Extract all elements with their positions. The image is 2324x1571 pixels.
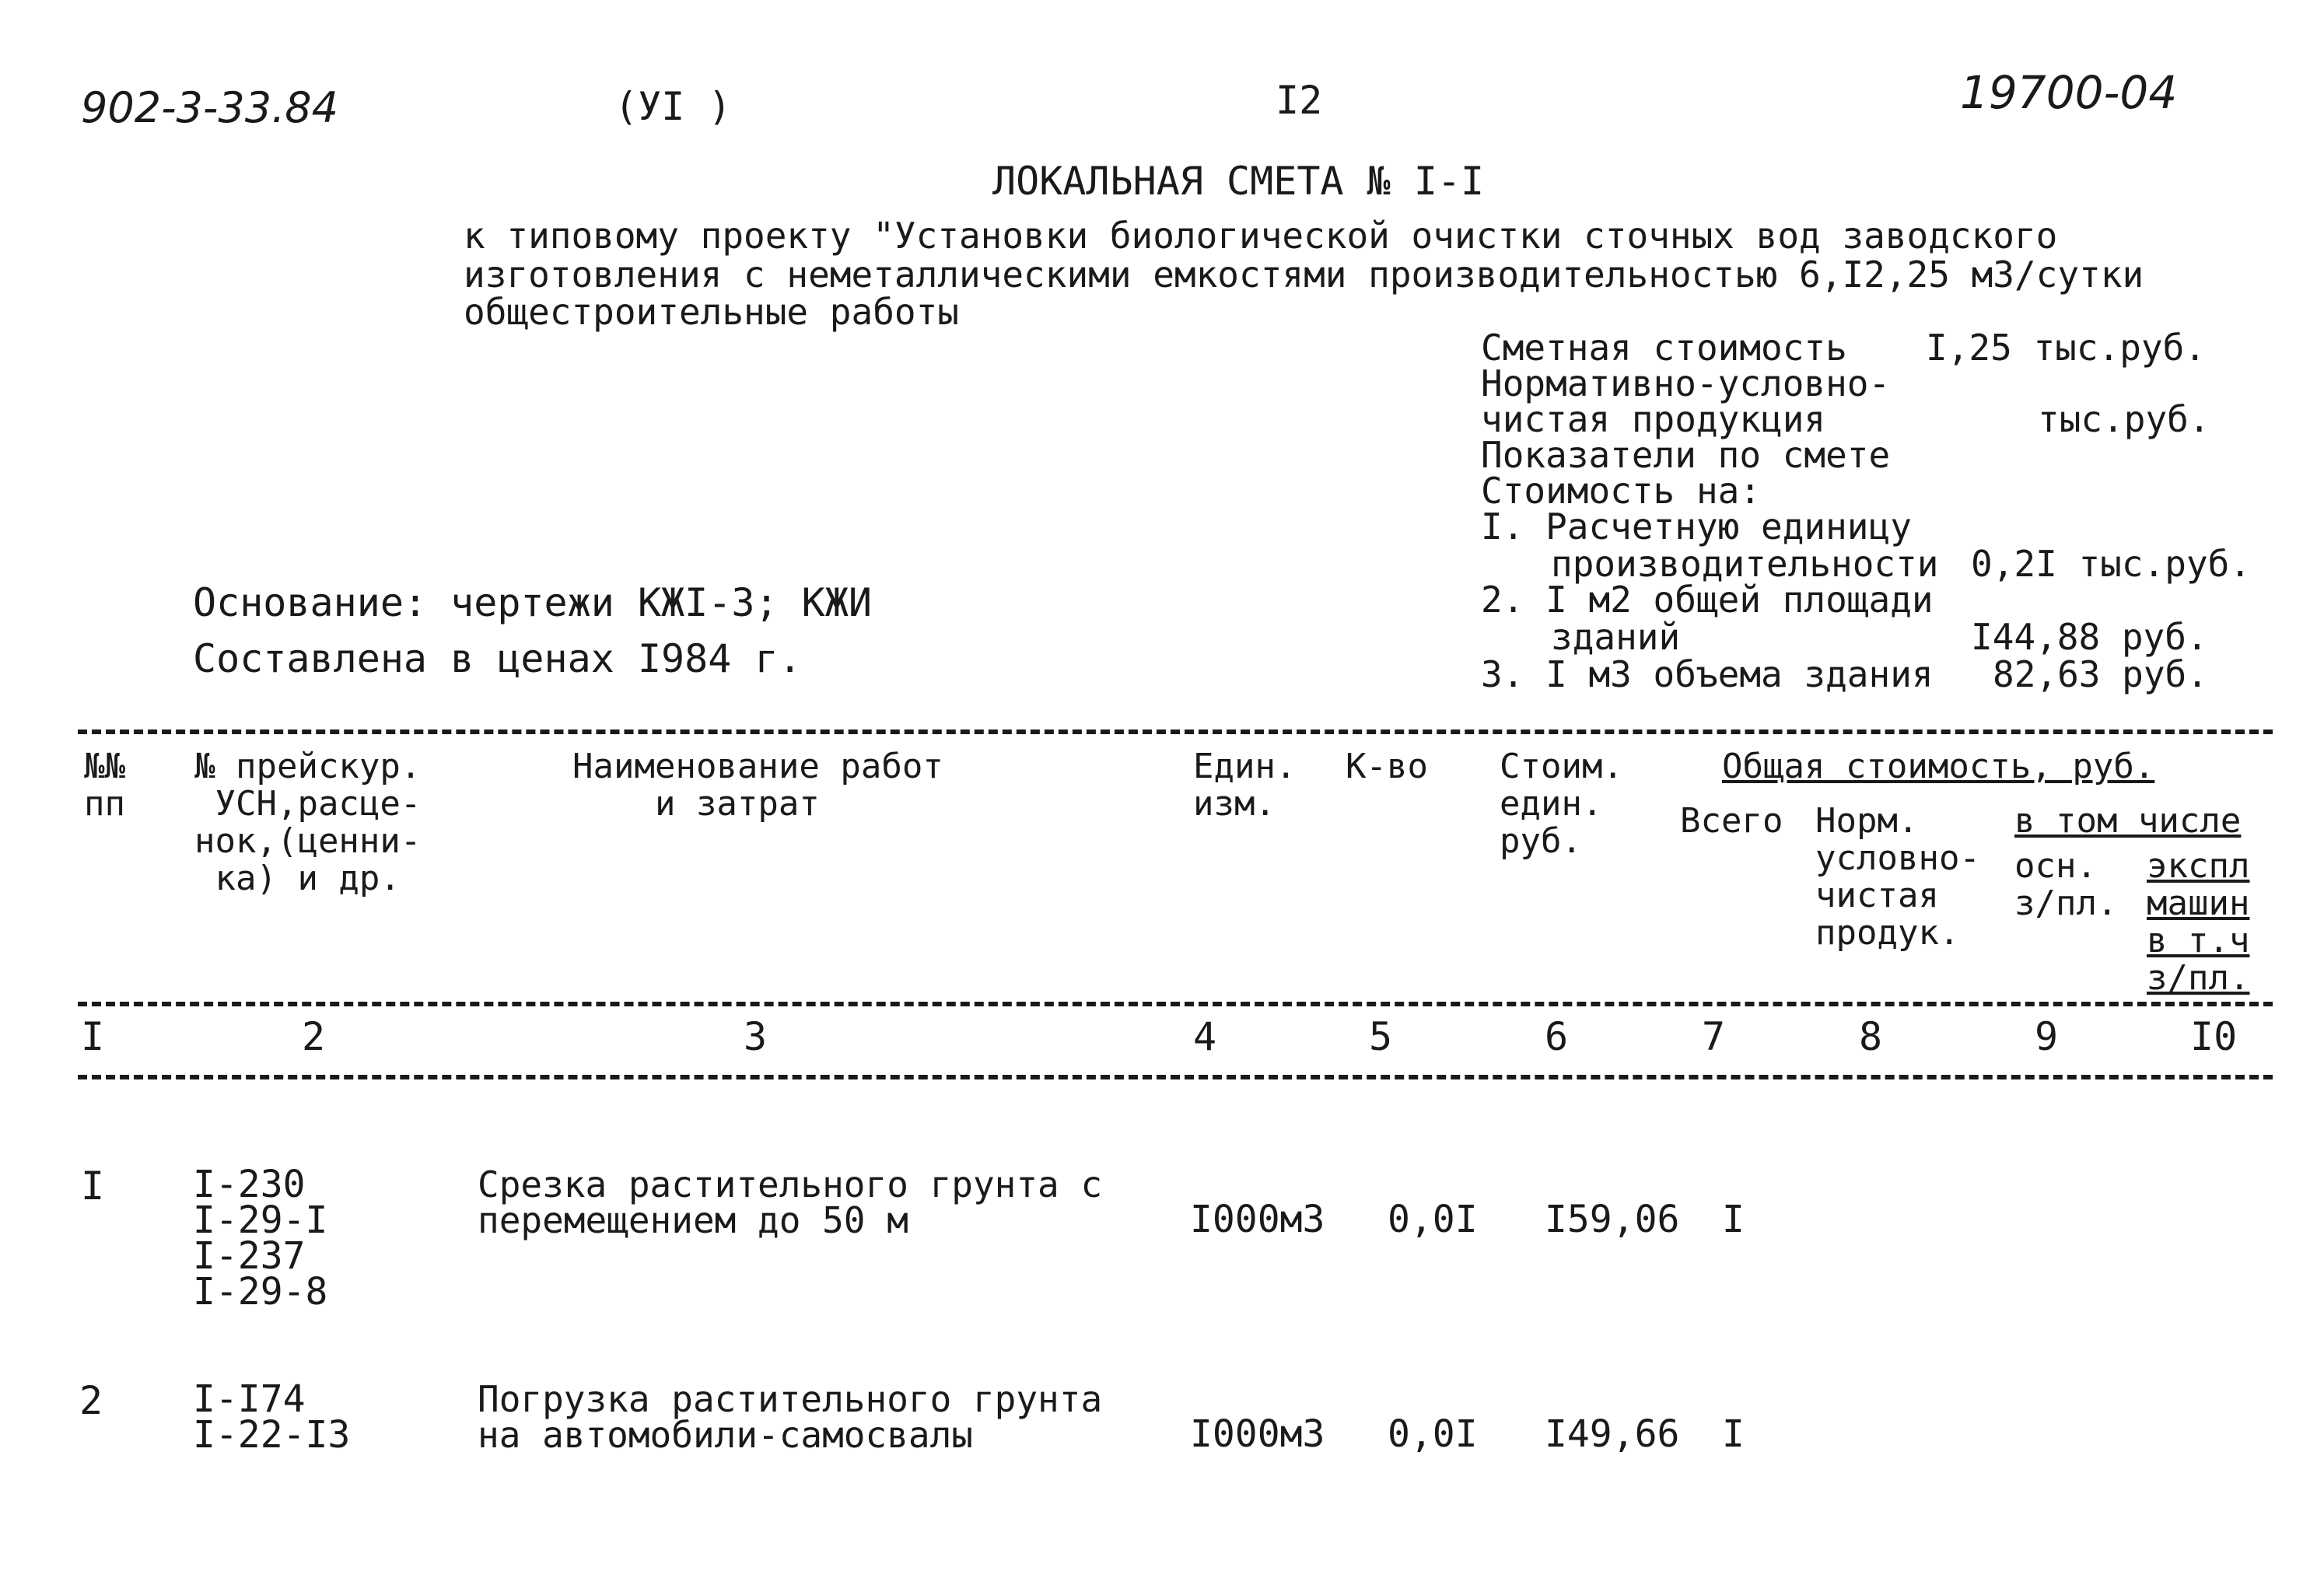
row-total: I [1722, 1198, 1745, 1241]
col-number: 4 [1193, 1014, 1217, 1059]
summary-area-label: зданий [1551, 616, 1681, 658]
summary-product-label: чистая продукция [1481, 398, 1826, 440]
summary-area-value: I44,88 руб. [1971, 616, 2208, 658]
volume-label: (УI ) [614, 84, 732, 129]
summary-line-2: Нормативно-условно- [1481, 362, 1891, 404]
col-header-total: Всего [1680, 801, 1783, 841]
row-unit-cost: I59,06 [1545, 1198, 1680, 1241]
row-total: I [1722, 1412, 1745, 1456]
project-line-3: общестроительные работы [464, 291, 959, 333]
col-header-price-code: № прейскур. УСН,расце- нок,(ценни- ка) и др. [194, 747, 422, 898]
col-header-unit: Един. изм. [1193, 747, 1297, 824]
col-header-number: №№ пп [84, 747, 125, 824]
col-header-machines: экспл машин в т.ч з/пл. [2147, 846, 2250, 998]
row-number: I [81, 1163, 105, 1209]
col-header-unit-cost: Стоим. един. руб. [1500, 747, 1623, 861]
col-header-normative: Норм. условно- чистая продук. [1815, 801, 1980, 953]
row-price-codes: I-I74 I-22-I3 [193, 1377, 351, 1457]
col-number: 3 [744, 1014, 768, 1059]
row-quantity: 0,0I [1388, 1412, 1478, 1456]
column-number-rule [78, 1075, 2273, 1079]
col-number: 9 [2035, 1014, 2059, 1059]
summary-cost-value: I,25 тыс.руб. [1926, 327, 2207, 369]
summary-line-5: Стоимость на: [1481, 470, 1762, 512]
col-header-base-wages: осн. з/пл. [2014, 846, 2118, 923]
col-number: 5 [1369, 1014, 1393, 1059]
col-header-including: в том числе [2014, 801, 2242, 841]
summary-volume-value: 82,63 руб. [1993, 653, 2208, 695]
row-unit: I000м3 [1190, 1198, 1325, 1241]
col-number: 7 [1702, 1014, 1726, 1059]
summary-line-6: I. Расчетную единицу [1481, 506, 1912, 548]
archive-number: 19700-04 [1960, 66, 2178, 119]
project-line-2: изготовления с неметаллическими емкостями производительностью 6,I2,25 м3/сутки [464, 254, 2144, 296]
table-top-rule [78, 730, 2273, 734]
summary-cost-label: Сметная стоимость [1481, 327, 1847, 369]
header-bottom-rule [78, 1002, 2273, 1006]
col-header-quantity: К-во [1346, 747, 1428, 786]
row-work-name: Погрузка растительного грунта на автомобили-самосвалы [478, 1378, 1103, 1456]
row-quantity: 0,0I [1388, 1198, 1478, 1241]
row-unit: I000м3 [1190, 1412, 1325, 1456]
summary-line-4: Показатели по смете [1481, 434, 1891, 476]
row-number: 2 [79, 1378, 103, 1423]
col-number: 8 [1859, 1014, 1883, 1059]
row-price-codes: I-230 I-29-I I-237 I-29-8 [193, 1163, 328, 1314]
col-header-total-cost-group: Общая стоимость, руб. [1722, 747, 2155, 786]
basis-prices: Составлена в ценах I984 г. [193, 636, 802, 681]
summary-productivity-value: 0,2I тыс.руб. [1971, 543, 2252, 585]
row-work-name: Срезка растительного грунта с перемещением до 50 м [478, 1163, 1103, 1241]
summary-product-value: тыс.руб. [2038, 398, 2210, 440]
row-unit-cost: I49,66 [1545, 1412, 1680, 1456]
estimate-title: ЛОКАЛЬНАЯ СМЕТА № I-I [992, 159, 1485, 204]
summary-volume-label: 3. I м3 объема здания [1481, 653, 1934, 695]
col-number: 2 [302, 1014, 326, 1059]
page-number: I2 [1276, 78, 1323, 123]
basis-drawings: Основание: чертежи КЖI-3; КЖИ [193, 580, 872, 625]
summary-productivity-label: производительности [1551, 543, 1939, 585]
col-header-work-name: Наименование работ и затрат [572, 747, 943, 824]
col-number: I0 [2190, 1014, 2238, 1059]
doc-code: 902-3-33.84 [81, 83, 338, 132]
project-line-1: к типовому проекту "Установки биологической очистки сточных вод заводского [464, 215, 2058, 257]
col-number: 6 [1545, 1014, 1569, 1059]
col-number: I [81, 1014, 105, 1059]
summary-line-8: 2. I м2 общей площади [1481, 579, 1934, 621]
